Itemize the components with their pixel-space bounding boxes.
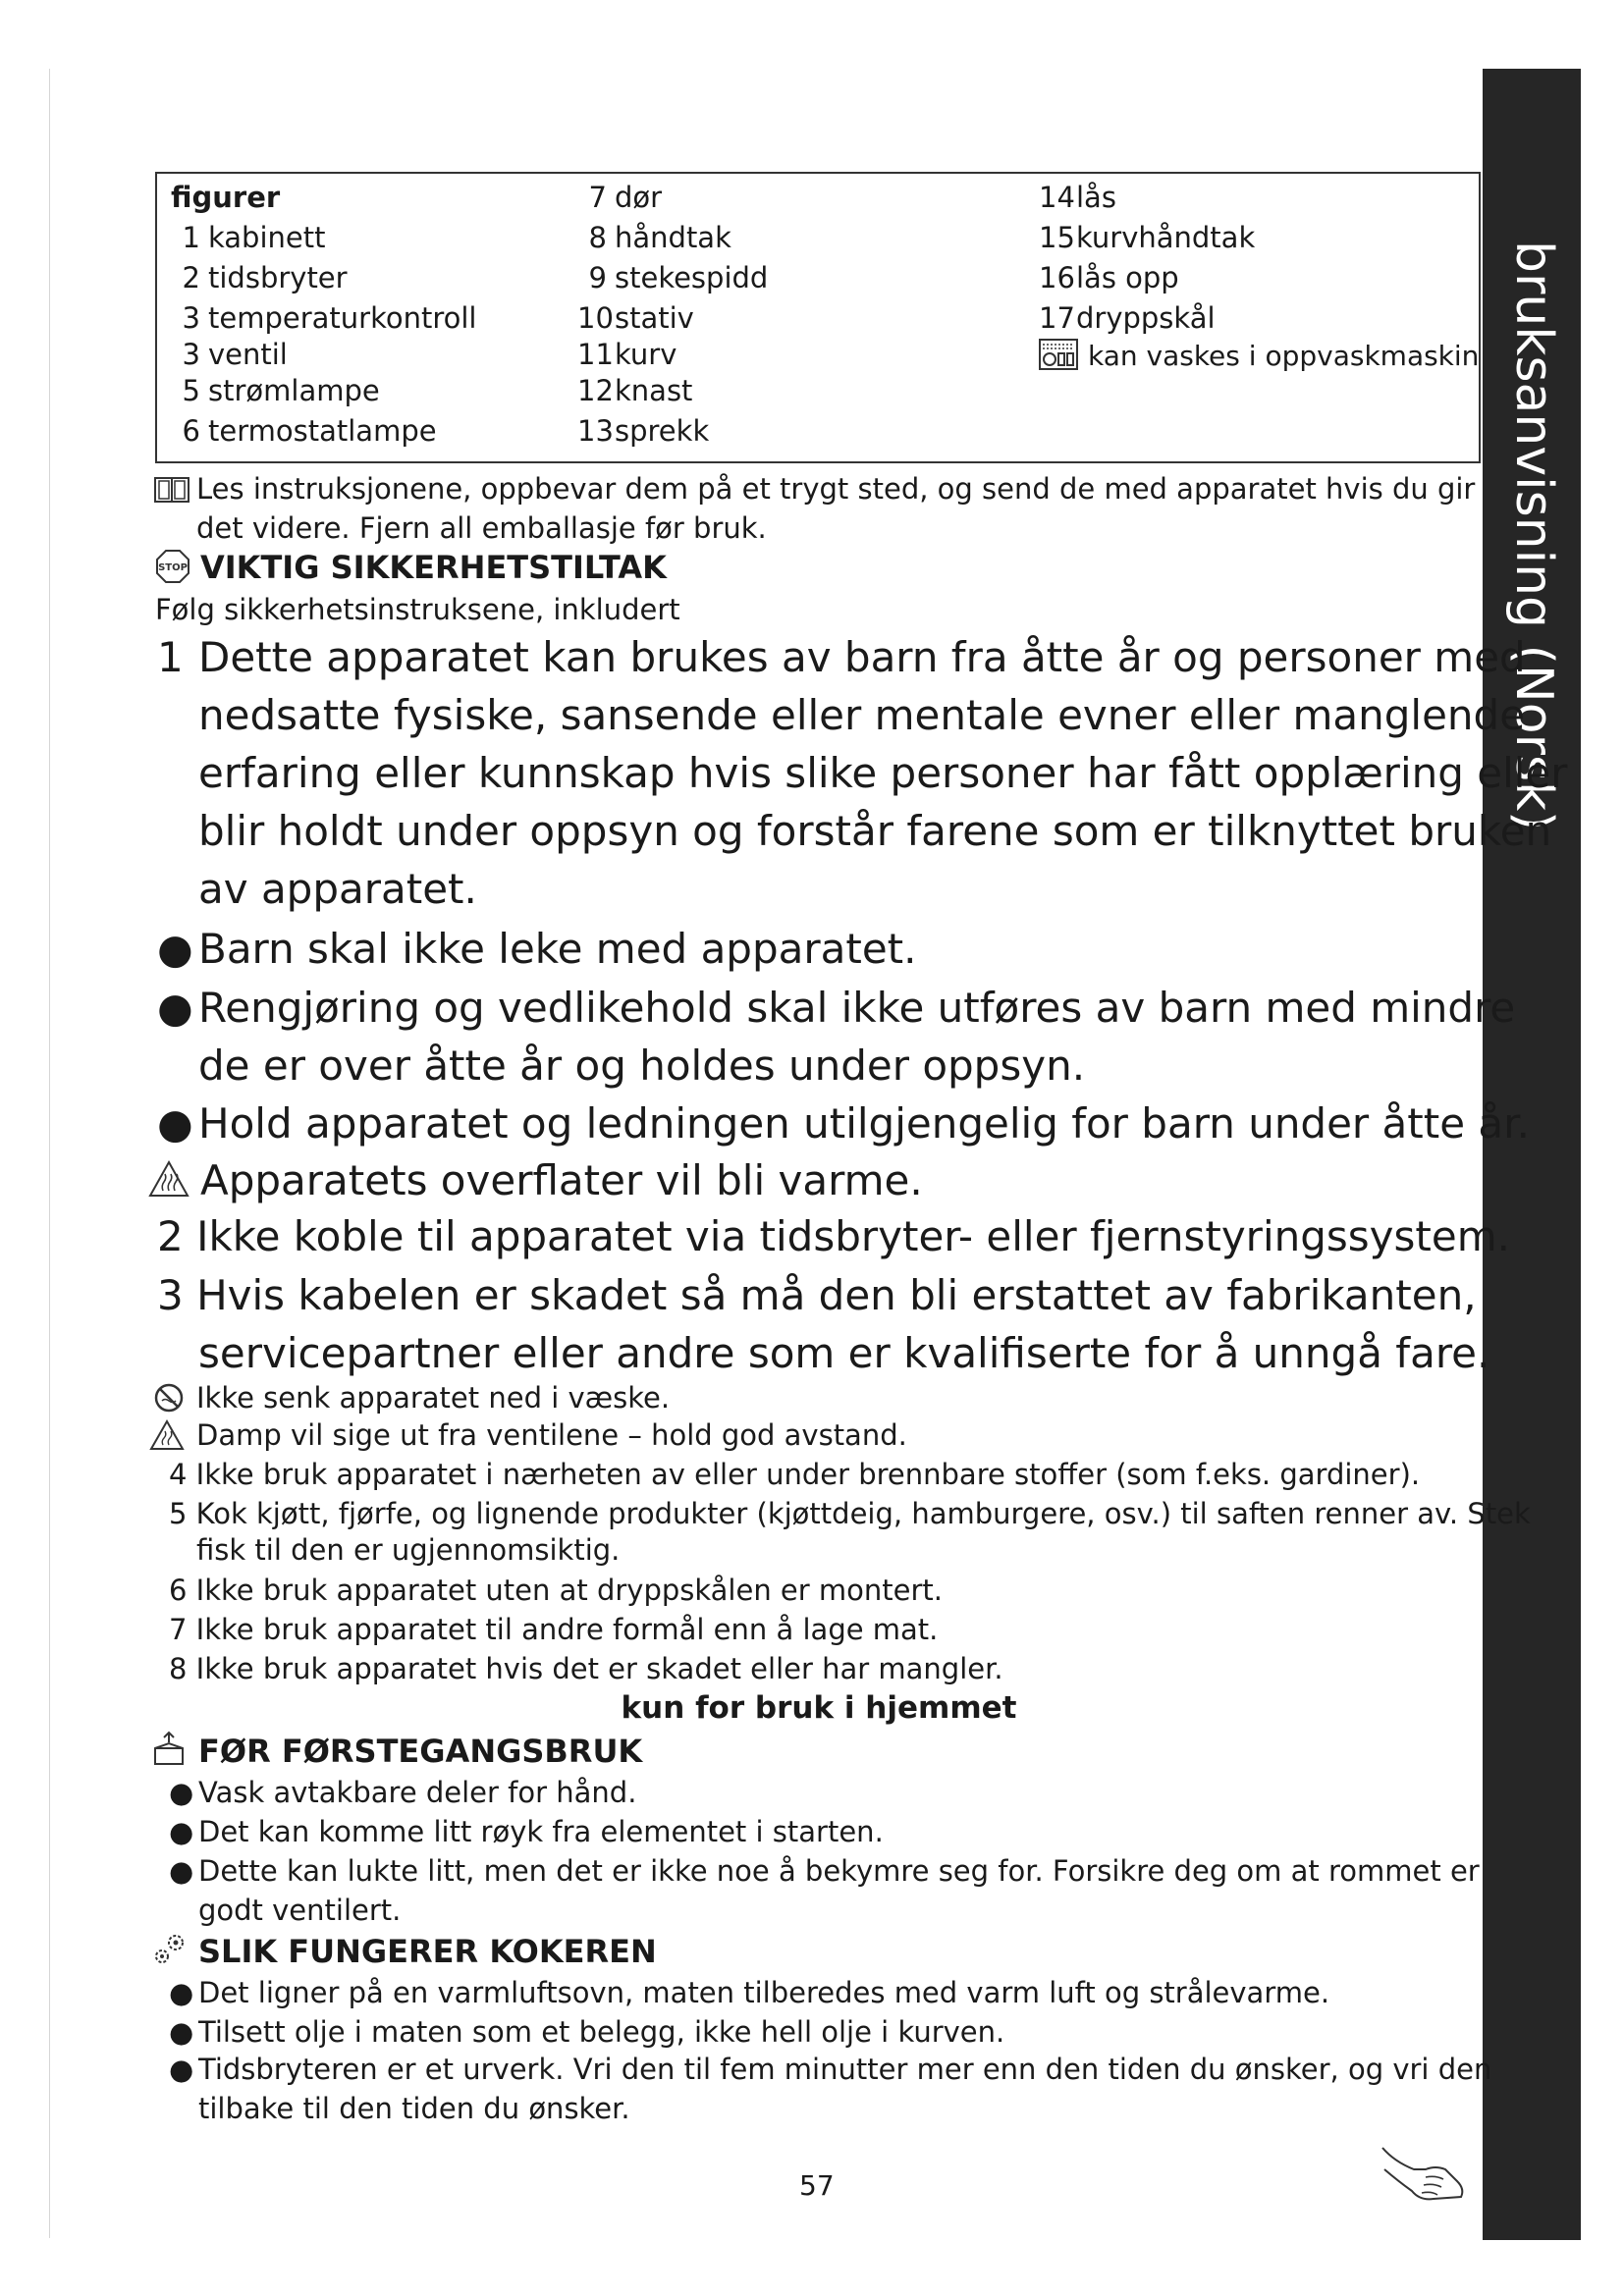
- hot-surface-warning: Apparatets overflater vil bli varme.: [147, 1151, 923, 1209]
- item-number: 1: [157, 633, 184, 681]
- intro-line-2: det videre. Fjern all emballasje før bruk.: [196, 511, 767, 545]
- hot-surface-icon: [147, 1159, 190, 1199]
- figure-item: 5 strømlampe: [182, 374, 380, 407]
- figure-item: 7 dør: [588, 181, 663, 214]
- how-it-works-bullet: ● Det ligner på en varmluftsovn, maten tilberedes med varm luft og strålevarme.: [169, 1976, 1330, 2009]
- safety-item-1: 1 Dette apparatet kan brukes av barn fra åtte år og personer med nedsatte fysiske, sansende eller mentale evner eller manglende erfaring eller kunnskap hvis slike personer har fått opplæring eller blir holdt under oppsyn og forstår farene som er tilknyttet bruken av apparatet.: [157, 628, 1568, 918]
- safety-bullet-1: ● Barn skal ikke leke med apparatet.: [157, 925, 917, 973]
- figure-item: 12knast: [577, 374, 693, 407]
- steam-warning: Damp vil sige ut fra ventilene – hold god avstand.: [149, 1415, 907, 1455]
- safety-subheading: Følg sikkerhetsinstruksene, inkludert: [155, 593, 680, 626]
- figure-item: 17dryppskål: [1039, 301, 1216, 335]
- figures-legend: [155, 172, 1481, 463]
- no-immerse-icon: [153, 1382, 185, 1414]
- gears-icon: [149, 1931, 189, 1968]
- first-use-bullet: ● Det kan komme litt røyk fra elementet i starten.: [169, 1815, 884, 1848]
- side-tab-label: bruksanvisning (Norsk): [1504, 240, 1563, 831]
- pointing-hand-icon: [1375, 2140, 1473, 2209]
- safety-item-8: 8 Ikke bruk apparatet hvis det er skadet eller har mangler.: [169, 1652, 1003, 1685]
- svg-text:STOP: STOP: [158, 562, 188, 573]
- household-use-note: kun for bruk i hjemmet: [621, 1690, 1017, 1726]
- safety-item-5: 5 Kok kjøtt, fjørfe, og lignende produkter (kjøttdeig, hamburgere, osv.) til saften renner av. Stek fisk til den er ugjennomsiktig.: [169, 1497, 1531, 1567]
- unbox-icon: [149, 1731, 189, 1768]
- figures-column-3: [1039, 178, 1479, 372]
- first-use-heading: FØR FØRSTEGANGSBRUK: [149, 1731, 642, 1772]
- figure-item: 14lås: [1039, 181, 1116, 214]
- how-it-works-bullet: ● Tidsbryteren er et urverk. Vri den til fem minutter mer enn den tiden du ønsker, og vri den tilbake til den tiden du ønsker.: [169, 2053, 1492, 2125]
- figures-title: figurer: [171, 181, 281, 214]
- figure-item: 10stativ: [577, 301, 694, 335]
- first-use-bullet: ● Vask avtakbare deler for hånd.: [169, 1776, 637, 1809]
- figure-item: 6 termostatlampe: [182, 414, 437, 448]
- figure-item: 15kurvhåndtak: [1039, 221, 1256, 254]
- safety-item-7: 7 Ikke bruk apparatet til andre formål enn å lage mat.: [169, 1613, 939, 1646]
- first-use-bullet: ● Dette kan lukte litt, men det er ikke noe å bekymre seg for. Forsikre deg om at rommet er godt ventilert.: [169, 1854, 1480, 1927]
- figures-column-2: [577, 178, 768, 452]
- figure-item: 13sprekk: [577, 414, 710, 448]
- safety-item-3: 3 Hvis kabelen er skadet så må den bli erstattet av fabrikanten, servicepartner eller andre som er kvalifiserte for å unngå fare.: [157, 1271, 1490, 1377]
- safety-bullet-2: ● Rengjøring og vedlikehold skal ikke utføres av barn med mindre de er over åtte år og holdes under oppsyn.: [157, 984, 1516, 1090]
- intro-line-1: Les instruksjonene, oppbevar dem på et trygt sted, og send de med apparatet hvis du gir: [153, 469, 1475, 508]
- how-it-works-heading: SLIK FUNGERER KOKEREN: [149, 1931, 657, 1972]
- figure-item: 3 temperaturkontroll: [182, 301, 477, 335]
- stop-icon: [155, 549, 190, 584]
- figures-column-1: [171, 178, 476, 452]
- figure-item: 8 håndtak: [588, 221, 731, 254]
- figure-item: 9 stekespidd: [588, 261, 769, 294]
- page-number: 57: [799, 2169, 835, 2202]
- intro-paragraph: [153, 469, 1475, 548]
- figure-item: 11kurv: [577, 338, 677, 371]
- book-icon: [153, 475, 190, 505]
- figure-item: 16lås opp: [1039, 261, 1179, 294]
- safety-heading: STOP VIKTIG SIKKERHETSTILTAK: [155, 548, 667, 587]
- dishwasher-icon: [1039, 339, 1078, 370]
- steam-warning-icon: [149, 1419, 185, 1451]
- figure-item: 1 kabinett: [182, 221, 326, 254]
- margin-rule: [49, 69, 50, 2238]
- safety-item-4: 4 Ikke bruk apparatet i nærheten av eller under brennbare stoffer (som f.eks. gardiner).: [169, 1458, 1421, 1491]
- safety-item-6: 6 Ikke bruk apparatet uten at dryppskålen er montert.: [169, 1574, 944, 1607]
- safety-item-2: 2 Ikke koble til apparatet via tidsbryter- eller fjernstyringssystem.: [157, 1212, 1510, 1260]
- side-tab: [1483, 69, 1581, 2240]
- no-immerse-note: Ikke senk apparatet ned i væske.: [153, 1378, 670, 1417]
- figure-item: 2 tidsbryter: [182, 261, 348, 294]
- how-it-works-bullet: ● Tilsett olje i maten som et belegg, ikke hell olje i kurven.: [169, 2015, 1005, 2049]
- dishwasher-note: kan vaskes i oppvaskmaskin: [1039, 339, 1479, 372]
- safety-bullet-3: ● Hold apparatet og ledningen utilgjengelig for barn under åtte år.: [157, 1099, 1530, 1148]
- figure-item: 3 ventil: [182, 338, 288, 371]
